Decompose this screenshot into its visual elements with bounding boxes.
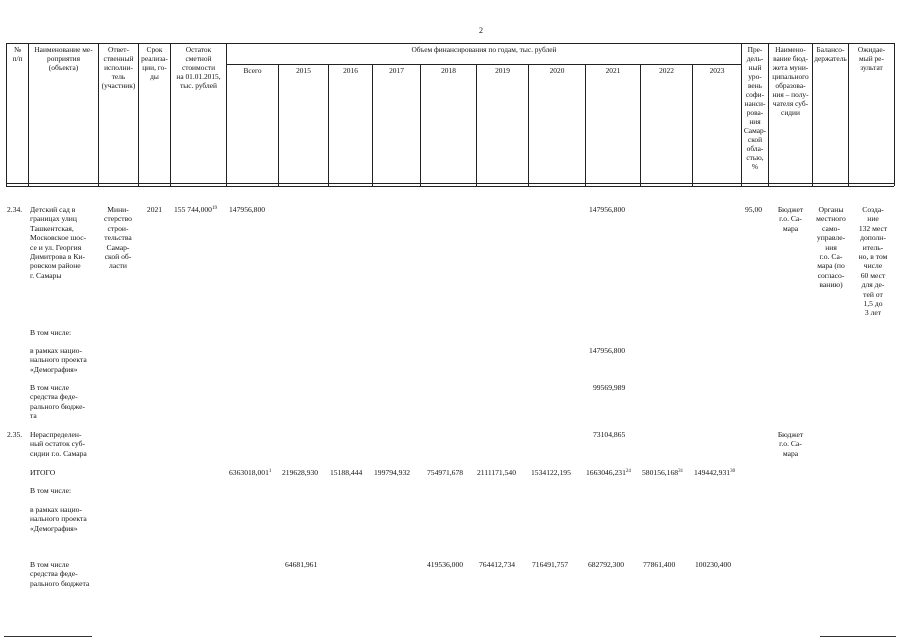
header-year-2016: 2016 xyxy=(343,66,358,75)
header-balance: Остаток сметной стоимости на 01.01.2015, тыс. рублей xyxy=(176,45,221,90)
itogo-2021-value: 1663046,231 xyxy=(586,468,626,477)
row-234-2021: 147956,800 xyxy=(589,205,626,214)
header-total: Всего xyxy=(243,66,262,75)
row-234-balance-value: 155 744,000 xyxy=(174,205,212,214)
row-234-balance xyxy=(174,205,217,214)
row-234-federal-2021: 99569,989 xyxy=(593,383,626,392)
itogo-federal-2019: 764412,734 xyxy=(479,560,516,569)
itogo-total-value: 6363018,001 xyxy=(229,468,269,477)
itogo-total-note: 1 xyxy=(268,469,272,474)
row-234-term: 2021 xyxy=(146,205,163,214)
header-holder: Балансо- держатель xyxy=(814,45,847,63)
row-234-total: 147956,800 xyxy=(229,205,266,214)
row-234-incl-label: В том числе: xyxy=(30,328,72,337)
row-235-budget: Бюджет г.о. Са- мара xyxy=(777,430,804,458)
itogo-2022 xyxy=(642,468,683,477)
row-234-project-2021: 147956,800 xyxy=(589,346,626,355)
itogo-federal-2022: 77861,400 xyxy=(643,560,676,569)
page-number: 2 xyxy=(479,26,483,35)
itogo-2017: 199794,932 xyxy=(374,468,411,477)
itogo-2020: 1534122,195 xyxy=(531,468,571,477)
itogo-2023-value: 149442,931 xyxy=(694,468,731,477)
row-234-holder: Органы местного само- управле- ния г.о. Са- мара (по согласо- ванию) xyxy=(816,205,846,290)
header-name: Наименование ме- роприятия (объекта) xyxy=(34,45,93,72)
itogo-2015: 219628,930 xyxy=(282,468,319,477)
itogo-federal-2023: 100230,400 xyxy=(695,560,732,569)
itogo-label: ИТОГО xyxy=(30,468,56,477)
header-year-2020: 2020 xyxy=(549,66,565,75)
header-year-2021: 2021 xyxy=(605,66,621,75)
header-year-2017: 2017 xyxy=(389,66,404,75)
itogo-2023 xyxy=(694,468,735,477)
header-result: Ожидае- мый ре- зультат xyxy=(857,45,886,72)
itogo-federal-2015: 64681,961 xyxy=(285,560,318,569)
row-234-result: Созда- ние 132 мест дополн- итель- но, в том числе 60 мест для де- тей от 1,5 до 3 лет xyxy=(858,205,888,318)
itogo-2019: 2111171,540 xyxy=(477,468,517,477)
header-term: Срок реализа- ции, го- ды xyxy=(141,45,168,81)
header-year-2018: 2018 xyxy=(441,66,456,75)
row-234-federal-label: В том числе средства феде- рального бюдже- та xyxy=(30,383,86,421)
row-234-cofinancing: 95,00 xyxy=(745,205,763,214)
row-234-budget: Бюджет г.о. Са- мара xyxy=(777,205,804,233)
itogo-federal-2021: 682792,300 xyxy=(588,560,625,569)
row-234-num: 2.34. xyxy=(7,205,23,214)
row-234-project-label: в рамках нацио- нального проекта «Демография» xyxy=(30,346,87,374)
itogo-2016: 15188,444 xyxy=(330,468,363,477)
itogo-2023-note: 30 xyxy=(730,469,736,474)
row-234-executor: Мини- стерство строи- тельства Самар- ской об- ласти xyxy=(104,205,132,271)
itogo-2022-value: 580156,168 xyxy=(642,468,679,477)
bottom-rule-right xyxy=(820,636,896,637)
itogo-2018: 754971,678 xyxy=(427,468,464,477)
header-year-2022: 2022 xyxy=(659,66,674,75)
row-234-balance-note: 19 xyxy=(211,206,217,211)
itogo-2021-note: 24 xyxy=(625,469,631,474)
row-234-name: Детский сад в границах улиц Ташкентская, Московское шос- се и ул. Георгия Димитрова в Ки- ровском районе г. Самары xyxy=(30,205,87,280)
header-cofinancing: Пре- дель- ный уро- вень софи- нанси- рова- ния Самар- ской обла- стью, % xyxy=(743,45,767,171)
itogo-project-label: в рамках нацио- нального проекта «Демография» xyxy=(30,505,87,533)
header-year-2015: 2015 xyxy=(296,66,311,75)
header-num: № п/п xyxy=(12,45,23,63)
itogo-2022-note: 31 xyxy=(678,469,684,474)
itogo-2021 xyxy=(586,468,631,477)
itogo-federal-2018: 419536,000 xyxy=(427,560,464,569)
header-year-2023: 2023 xyxy=(709,66,725,75)
itogo-federal-2020: 716491,757 xyxy=(532,560,569,569)
row-235-name: Нераспределен- ный остаток суб- сидии г.о. Самара xyxy=(30,430,87,458)
itogo-federal-label: В том числе средства феде- рального бюджета xyxy=(30,560,90,588)
row-235-2021: 73104,865 xyxy=(593,430,626,439)
row-235-num: 2.35. xyxy=(7,430,23,439)
itogo-total xyxy=(229,468,271,477)
header-financing: Объем финансирования по годам, тыс. рублей xyxy=(411,45,557,54)
bottom-rule-left xyxy=(4,636,92,637)
header-executor: Ответ- ственный исполни- тель (участник) xyxy=(101,45,136,90)
header-budget-name: Наимено- вание бюд- жета муни- ципального образова- ния – полу- чателя суб- сидии xyxy=(772,45,809,117)
itogo-incl-label: В том числе: xyxy=(30,486,72,495)
header-year-2019: 2019 xyxy=(495,66,510,75)
